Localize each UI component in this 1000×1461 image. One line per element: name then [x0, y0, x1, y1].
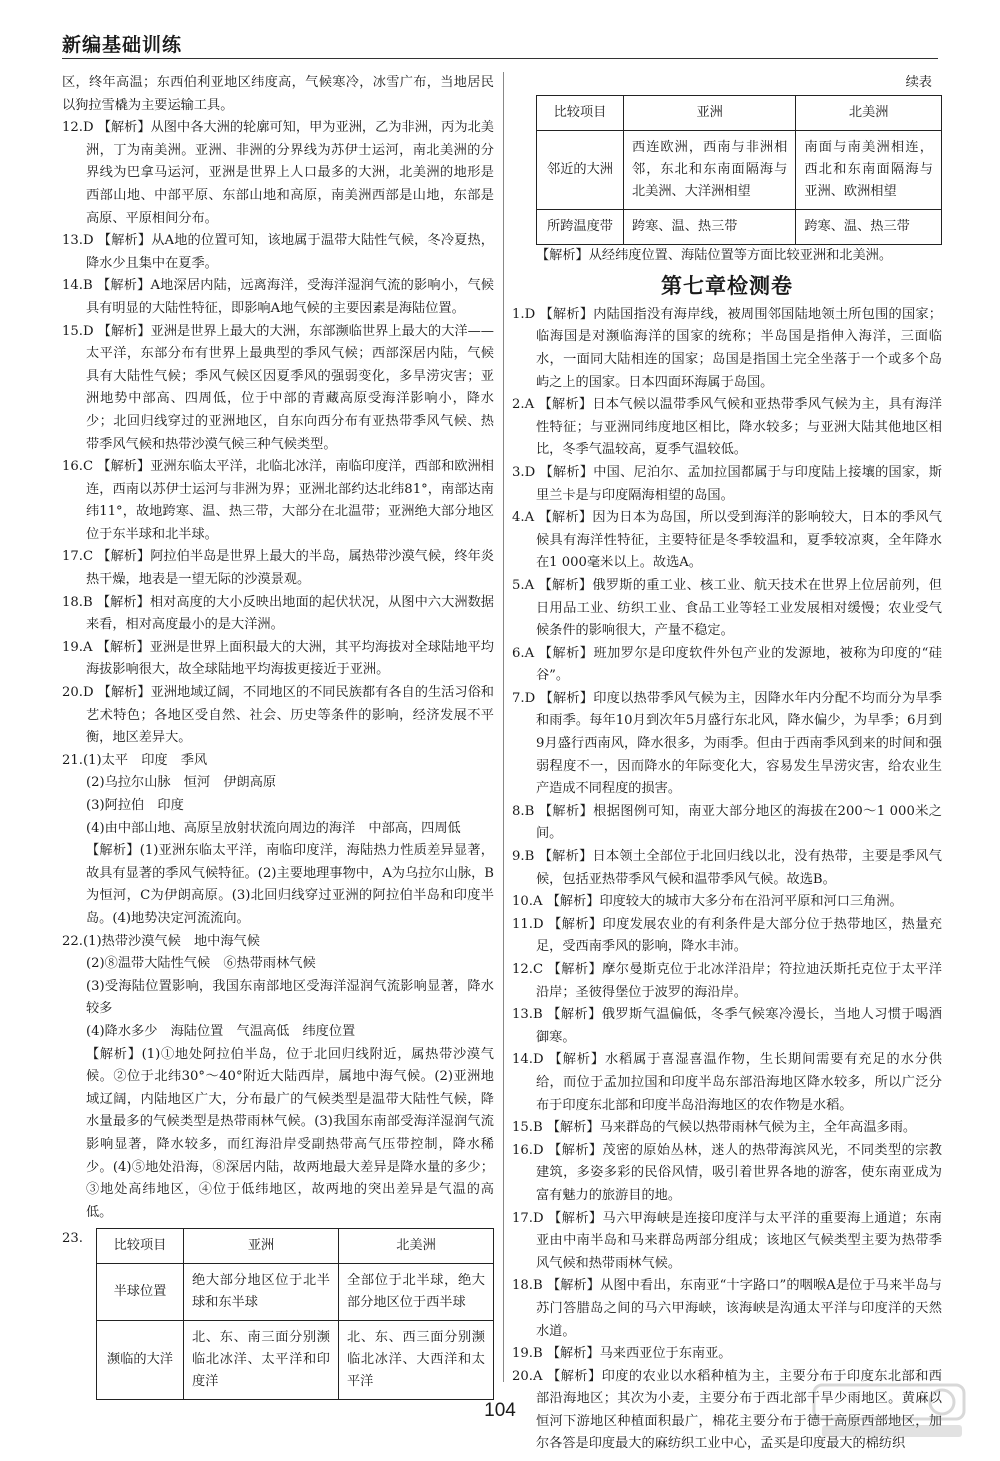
table-cell: 南面与南美洲相连，西北和东南面隔海与亚洲、欧洲相望	[796, 130, 942, 209]
answer-item: 15.D 【解析】亚洲是世界上最大的大洲，东部濒临世界上最大的大洋——太平洋，东部分布有世界上最典型的季风气候；西部深居内陆，气候具有大陆性气候；季风气候区因夏季风的强弱变化，多旱涝灾害；亚洲地势中部高、四周低，位于中部的青藏高原受海洋影响小，降水少；北回归线穿过的亚洲地区，自东向西分布有亚热带季风气候、热带季风气候和热带沙漠气候三种气候类型。	[62, 323, 494, 452]
answer-item: 3.D 【解析】中国、尼泊尔、孟加拉国都属于与印度陆上接壤的国家，斯里兰卡是与印度隔海相望的岛国。	[512, 464, 942, 503]
q21-line-1: 21.(1)太平 印度 季风	[62, 752, 208, 768]
table-header-row	[97, 1229, 494, 1264]
answer-item: 16.C 【解析】亚洲东临太平洋，北临北冰洋，南临印度洋，西部和欧洲相连，西南以苏伊士运河与非洲为界；亚洲北部约达北纬81°，南部达南纬11°，故地跨寒、温、热三带，大部分在北温带；亚洲绝大部分地区位于东半球和北半球。	[62, 459, 494, 542]
answer-item: 10.A 【解析】印度较大的城市大多分布在沿河平原和河口三角洲。	[512, 894, 903, 910]
answer-item: 19.B 【解析】马来西亚位于东南亚。	[512, 1346, 732, 1362]
answer-item: 18.B 【解析】从图中看出，东南亚“十字路口”的咽喉A是位于马来半岛与苏门答腊岛之间的马六甲海峡，该海峡是沟通太平洋与印度洋的天然水道。	[512, 1278, 942, 1339]
q22-analysis: 【解析】(1)①地处阿拉伯半岛，位于北回归线附近，属热带沙漠气候。②位于北纬30°～40°附近大陆西岸，属地中海气候。(2)亚洲地域辽阔，内陆地区广大，分布最广的气候类型是温带大陆性气候，降水量最多的气候类型是热带雨林气候。(3)我国东南部受海洋湿润气流影响显著，降水较多，而红海沿岸受副热带高气压带控制，降水稀少。(4)⑤地处沿海，⑧深居内陆，故两地最大差异是降水量的多少；③地处高纬地区，④位于低纬地区，故两地的突出差异是气温的高低。	[86, 1046, 494, 1220]
table-row	[97, 1264, 494, 1321]
left-column	[62, 72, 494, 1400]
answer-item: 15.B 【解析】马来群岛的气候以热带雨林气候为主，全年高温多雨。	[512, 1120, 917, 1136]
table-header-cell: 比较项目	[97, 1229, 184, 1264]
table-cell: 北、东、南三面分别濒临北冰洋、太平洋和印度洋	[184, 1321, 339, 1400]
table-header-row	[537, 95, 942, 130]
continued-label: 续表	[905, 75, 932, 90]
q21-line-3: (3)阿拉伯 印度	[86, 798, 184, 813]
q22-line-4: (4)降水多少 海陆位置 气温高低 纬度位置	[86, 1023, 356, 1039]
q22-line-3: (3)受海陆位置影响，我国东南部地区受海洋湿润气流影响显著，降水较多	[86, 978, 494, 1017]
intro-paragraph: 区，终年高温；东西伯利亚地区纬度高，气候寒冷，冰雪广布，当地居民以狗拉雪橇为主要运输工具。	[62, 75, 494, 113]
answer-item: 19.A 【解析】亚洲是世界上面积最大的大洲，其平均海拔对全球陆地平均海拔影响很大，故全球陆地平均海拔更接近于亚洲。	[62, 639, 494, 678]
answer-item: 14.B 【解析】A地深居内陆，远离海洋，受海洋湿润气流的影响小，气候具有明显的大陆性特征，即影响A地气候的主要因素是海陆位置。	[62, 278, 494, 316]
table-header-cell: 北美洲	[339, 1229, 494, 1264]
table-header-cell: 亚洲	[624, 95, 796, 130]
answer-item: 13.D 【解析】从A地的位置可知，该地属于温带大陆性气候，冬冷夏热，降水少且集中在夏季。	[62, 233, 494, 271]
answer-item: 13.B 【解析】俄罗斯气温偏低，冬季气候寒冷漫长，当地人习惯于喝酒御寒。	[512, 1007, 942, 1045]
chapter-title: 第七章检测卷	[661, 274, 793, 299]
q22-line-1: 22.(1)热带沙漠气候 地中海气候	[62, 933, 260, 949]
table-cell: 西连欧洲，西南与非洲相邻，东北和东南面隔海与北美洲、大洋洲相望	[624, 130, 796, 209]
q21-analysis: 【解析】(1)亚洲东临太平洋，南临印度洋，海陆热力性质差异显著，故具有显著的季风气候特征。(2)主要地理事物中，A为乌拉尔山脉，B为恒河，C为伊朗高原。(3)北回归线穿过亚洲的阿拉伯半岛和印度半岛。(4)地势决定河流流向。	[86, 843, 494, 926]
book-title: 新编基础训练	[62, 34, 183, 56]
table-header-cell: 亚洲	[184, 1229, 339, 1264]
answer-item: 5.A 【解析】俄罗斯的重工业、核工业、航天技术在世界上位居前列，但日用品工业、纺织工业、食品工业等轻工业发展相对缓慢；农业受气候条件的影响很大，产量不稳定。	[512, 577, 942, 639]
table-row	[97, 1321, 494, 1400]
q21-line-4: (4)由中部山地、高原呈放射状流向周边的海洋 中部高，四周低	[86, 820, 461, 836]
table-header-cell: 北美洲	[796, 95, 942, 130]
table-cell: 全部位于北半球，绝大部分地区位于西半球	[339, 1264, 494, 1321]
answer-item: 20.A 【解析】印度的农业以水稻种植为主，主要分布于印度东北部和西部沿海地区；其次为小麦，主要分布于西北部干旱少雨地区。黄麻以恒河下游地区种植面积最广，棉花主要分布于德干高原西部地区，加尔各答是印度最大的麻纺织工业中心，孟买是印度最大的棉纺织	[512, 1368, 942, 1452]
table-cell: 北、东、西三面分别濒临北冰洋、大西洋和太平洋	[339, 1321, 494, 1400]
header-rule	[62, 58, 938, 59]
table-cell: 跨寒、温、热三带	[624, 209, 796, 244]
answer-item: 17.D 【解析】马六甲海峡是连接印度洋与太平洋的重要海上通道；东南亚由中南半岛和马来群岛两部分组成；该地区气候类型主要为热带季风气候和热带雨林气候。	[512, 1210, 942, 1271]
right-answer-list	[512, 304, 942, 1456]
watermark-logo	[812, 1381, 972, 1443]
column-divider	[503, 72, 504, 1382]
continued-table	[536, 95, 942, 245]
q23-table	[96, 1228, 494, 1400]
right-column	[512, 72, 942, 1456]
answer-item: 9.B 【解析】日本领土全部位于北回归线以北，没有热带，主要是季风气候，包括亚热带季风气候和温带季风气候。故选B。	[512, 849, 942, 887]
left-answer-list	[62, 117, 494, 750]
answer-item: 2.A 【解析】日本气候以温带季风气候和亚热带季风气候为主，具有海洋性特征；与亚洲同纬度地区相比，降水较多；与亚洲大陆其他地区相比，冬季气温较高，夏季气温较低。	[512, 397, 942, 458]
answer-item: 7.D 【解析】印度以热带季风气候为主，因降水年内分配不均而分为旱季和雨季。每年10月到次年5月盛行东北风，降水偏少，为旱季；6月到9月盛行西南风，降水很多，为雨季。但由于西南季风到来的时间和强弱程度不一，因而降水的年际变化大，容易发生旱涝灾害，给农业生产造成不同程度的损害。	[512, 690, 942, 797]
page-number: 104	[484, 1400, 516, 1421]
answer-item: 8.B 【解析】根据图例可知，南亚大部分地区的海拔在200～1 000米之间。	[512, 803, 942, 842]
answer-item: 17.C 【解析】阿拉伯半岛是世界上最大的半岛，属热带沙漠气候，终年炎热干燥，地表是一望无际的沙漠景观。	[62, 549, 494, 588]
answer-item: 4.A 【解析】因为日本为岛国，所以受到海洋的影响较大，日本的季风气候具有海洋性特征，主要特征是冬季较温和，夏季较凉爽，全年降水在1 000毫米以上。故选A。	[512, 510, 942, 571]
table-cell: 半球位置	[97, 1264, 184, 1321]
table-cell: 所跨温度带	[537, 209, 624, 244]
q23-block	[62, 1228, 494, 1400]
table-row	[537, 130, 942, 209]
answer-item: 11.D 【解析】印度发展农业的有利条件是大部分位于热带地区，热量充足，受西南季风的影响，降水丰沛。	[512, 916, 942, 955]
table-cell: 濒临的大洋	[97, 1321, 184, 1400]
table-row	[537, 209, 942, 244]
answer-item: 6.A 【解析】班加罗尔是印度软件外包产业的发源地，被称为印度的“硅谷”。	[512, 645, 942, 684]
answer-item: 14.D 【解析】水稻属于喜湿喜温作物，生长期间需要有充足的水分供给，而位于孟加拉国和印度半岛东部沿海地区降水较多，所以广泛分布于印度东北部和印度半岛沿海地区的农作物是水稻。	[512, 1052, 942, 1113]
table-header-cell: 比较项目	[537, 95, 624, 130]
table-cell: 绝大部分地区位于北半球和东半球	[184, 1264, 339, 1321]
answer-item: 1.D 【解析】内陆国指没有海岸线，被周围邻国陆地领土所包围的国家；临海国是对濒临海洋的国家的统称；半岛国是指伸入海洋，三面临水，一面同大陆相连的国家；岛国是指国土完全坐落于一个或多个岛屿之上的国家。日本四面环海属于岛国。	[512, 306, 942, 390]
q22-line-2: (2)⑧温带大陆性气候 ⑥热带雨林气候	[86, 956, 316, 972]
q23-number: 23.	[62, 1231, 83, 1247]
table-analysis: 【解析】从经纬度位置、海陆位置等方面比较亚洲和北美洲。	[536, 247, 893, 263]
answer-item: 12.C 【解析】摩尔曼斯克位于北冰洋沿岸；符拉迪沃斯托克位于太平洋沿岸；圣彼得堡位于波罗的海沿岸。	[512, 962, 942, 1000]
q21-line-2: (2)乌拉尔山脉 恒河 伊朗高原	[86, 775, 277, 791]
answer-item: 12.D 【解析】从图中各大洲的轮廓可知，甲为亚洲，乙为非洲，丙为北美洲，丁为南美洲。亚洲、非洲的分界线为苏伊士运河，南北美洲的分界线为巴拿马运河，亚洲是世界上人口最多的大洲，北美洲的地形是西部山地、中部平原、东部山地和高原，南美洲西部是山地，东部是高原、平原相间分布。	[62, 120, 494, 226]
table-cell: 跨寒、温、热三带	[796, 209, 942, 244]
answer-item: 20.D 【解析】亚洲地域辽阔，不同地区的不同民族都有各自的生活习俗和艺术特色；各地区受自然、社会、历史等条件的影响，经济发展不平衡，地区差异大。	[62, 685, 494, 746]
table-cell: 邻近的大洲	[537, 130, 624, 209]
answer-item: 16.D 【解析】茂密的原始丛林，迷人的热带海滨风光，不同类型的宗教建筑，多姿多彩的民俗风情，吸引着世界各地的游客，使东南亚成为富有魅力的旅游目的地。	[512, 1142, 942, 1203]
answer-item: 18.B 【解析】相对高度的大小反映出地面的起伏状况，从图中六大洲数据来看，相对高度最小的是大洋洲。	[62, 594, 494, 633]
